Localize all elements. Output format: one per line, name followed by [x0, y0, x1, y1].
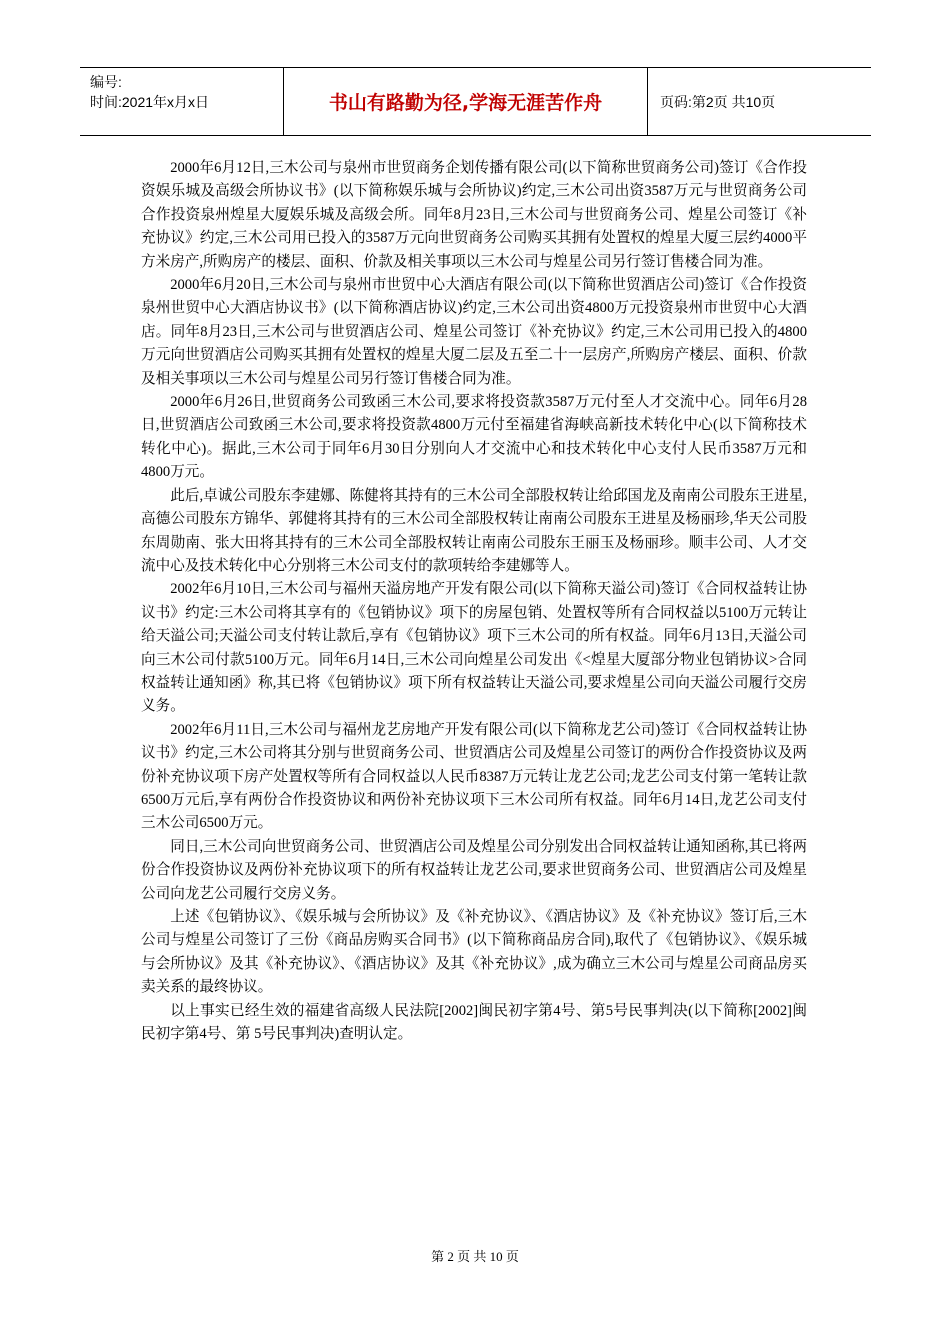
paragraph: 2000年6月12日,三木公司与泉州市世贸商务企划传播有限公司(以下简称世贸商务公司)签订《合作投资娱乐城及高级会所协议书》(以下简称娱乐城与会所协议)约定,三木公司出资3587万元与世贸商务公司合作投资泉州煌星大厦娱乐城及高级会所。同年8月23日,三木公司与世贸商务公司、煌星公司签订《补充协议》约定,三木公司用已投入的3587万元向世贸商务公司购买其拥有处置权的煌星大厦三层约4000平方米房产,所购房产的楼层、面积、价款及相关事项以三木公司与煌星公司另行签订售楼合同为准。 — [141, 160, 807, 270]
document-number: 编号: — [90, 74, 122, 90]
paragraph: 2002年6月11日,三木公司与福州龙艺房地产开发有限公司(以下简称龙艺公司)签订《合同权益转让协议书》约定,三木公司将其分别与世贸商务公司、世贸酒店公司及煌星公司签订的两份合作投资协议及两份补充协议项下房产处置权等所有合同权益以人民币8387万元转让龙艺公司;龙艺公司支付第一笔转让款6500万元后,享有两份合作投资协议和两份补充协议项下三木公司所有权益。同年6月14日,龙艺公司支付三木公司6500万元。 — [141, 721, 807, 832]
page-footer: 第 2 页 共 10 页 — [431, 1249, 519, 1264]
paragraph: 2000年6月26日,世贸商务公司致函三木公司,要求将投资款3587万元付至人才交流中心。同年6月28日,世贸酒店公司致函三木公司,要求将投资款4800万元付至福建省海峡高新技术转化中心(以下简称技术转化中心)。据此,三木公司于同年6月30日分别向人才交流中心和技术转化中心支付人民币3587万元和4800万元。 — [141, 394, 807, 481]
header-motto: 书山有路勤为径,学海无涯苦作舟 — [284, 68, 648, 135]
paragraph: 2000年6月20日,三木公司与泉州市世贸中心大酒店有限公司(以下简称世贸酒店公司)签订《合作投资泉州世贸中心大酒店协议书》(以下简称酒店协议)约定,三木公司出资4800万元投资泉州市世贸中心大酒店。同年8月23日,三木公司与世贸酒店公司、煌星公司签订《补充协议》约定,三木公司用已投入的4800万元向世贸酒店公司购买其拥有处置权的煌星大厦二层及五至二十一层房产,所购房产楼层、面积、价款及相关事项以三木公司与煌星公司另行签订售楼合同为准。 — [141, 277, 807, 387]
document-body — [141, 157, 807, 1046]
page-header — [80, 67, 871, 136]
paragraph: 上述《包销协议》、《娱乐城与会所协议》及《补充协议》、《酒店协议》及《补充协议》签订后,三木公司与煌星公司签订了三份《商品房购买合同书》(以下简称商品房合同),取代了《包销协议》、《娱乐城与会所协议》及其《补充协议》、《酒店协议》及其《补充协议》,成为确立三木公司与煌星公司商品房买卖关系的最终协议。 — [141, 909, 807, 996]
paragraph: 同日,三木公司向世贸商务公司、世贸酒店公司及煌星公司分别发出合同权益转让通知函称,其已将两份合作投资协议及两份补充协议项下的所有权益转让龙艺公司,要求世贸商务公司、世贸酒店公司及煌星公司向龙艺公司履行交房义务。 — [141, 838, 807, 902]
paragraph: 此后,卓诚公司股东李建娜、陈健将其持有的三木公司全部股权转让给邱国龙及南南公司股东王进星,高德公司股东方锦华、郭健将其持有的三木公司全部股权转让南南公司股东王进星及杨丽珍,华天公司股东周勋南、张大田将其持有的三木公司全部股权转让南南公司股东王丽玉及杨丽珍。顺丰公司、人才交流中心及技术转化中心分别将三木公司支付的款项转给李建娜等人。 — [141, 487, 807, 574]
header-meta — [80, 68, 284, 135]
document-time: 时间:2021年x月x日 — [90, 94, 210, 110]
paragraph: 2002年6月10日,三木公司与福州天溢房地产开发有限公司(以下简称天溢公司)签订《合同权益转让协议书》约定:三木公司将其享有的《包销协议》项下的房屋包销、处置权等所有合同权益以5100万元转让给天溢公司;天溢公司支付转让款后,享有《包销协议》项下三木公司的所有权益。同年6月13日,天溢公司向三木公司付款5100万元。同年6月14日,三木公司向煌星公司发出《<煌星大厦部分物业包销协议>合同权益转让通知函》称,其已将《包销协议》项下所有权益转让天溢公司,要求煌星公司向天溢公司履行交房义务。 — [141, 581, 807, 715]
paragraph: 以上事实已经生效的福建省高级人民法院[2002]闽民初字第4号、第5号民事判决(以下简称[2002]闽民初字第4号、第 5号民事判决)查明认定。 — [141, 1002, 807, 1043]
header-page-number: 页码:第2页 共10页 — [660, 93, 776, 110]
